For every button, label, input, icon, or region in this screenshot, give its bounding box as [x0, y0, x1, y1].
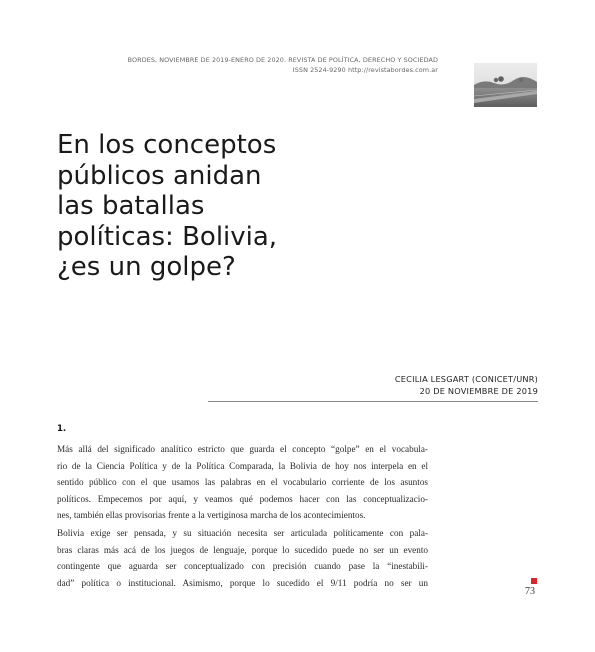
body-paragraph-1	[57, 441, 428, 524]
paragraph-line: Más allá del significado analítico estricto que guarda el concepto “golpe” en el vocabula-	[57, 444, 428, 454]
article-title-line: políticas: Bolivia,	[57, 221, 278, 252]
page-number: 73	[525, 586, 535, 597]
paragraph-line: dad” política o institucional. Asimismo, porque lo sucedido el 9/11 podría no ser un	[57, 577, 428, 588]
paragraph-line: Bolivia exige ser pensada, y su situación necesita ser articulada políticamente con pala-	[57, 528, 428, 538]
publication-date: 20 DE NOVIEMBRE DE 2019	[419, 385, 538, 396]
landscape-photo-icon	[474, 63, 537, 107]
body-paragraph-2	[57, 525, 428, 591]
article-title-line: ¿es un golpe?	[57, 252, 236, 282]
paragraph-line: bras claras más acá de los juegos de lenguaje, porque lo sucedido puede no ser un evento	[57, 544, 428, 555]
journal-header-line1: BORDES, NOVIEMBRE DE 2019-ENERO DE 2020. REVISTA DE POLÍTICA, DERECHO Y SOCIEDAD	[127, 56, 438, 64]
author-name: CECILIA LESGART (CONICET/UNR)	[394, 374, 538, 384]
article-title-line: las batallas	[57, 191, 205, 221]
article-title-line: públicos anidan	[57, 160, 262, 191]
header-landscape-image	[474, 63, 537, 107]
article-title-line: En los conceptos	[57, 130, 277, 160]
author-divider	[208, 401, 538, 402]
paragraph-line: nes, también ellas provisorias frente a la vertiginosa marcha de los acontecimientos.	[57, 510, 366, 521]
paragraph-line: sentido público con el que usamos las palabras en el vocabulario corriente de los asuntos	[57, 477, 428, 488]
page-marker	[531, 578, 537, 584]
article-title	[57, 130, 357, 283]
section-number: 1.	[57, 424, 67, 434]
paragraph-line: contingente que aguarda ser conceptualizado con precisión cuando pase la “inestabili-	[57, 561, 428, 572]
paragraph-line: rio de la Ciencia Política y de la Política Comparada, la Bolivia de hoy nos interpela en el	[57, 460, 428, 471]
author-block	[290, 374, 538, 397]
journal-header	[90, 55, 438, 75]
journal-header-line2: ISSN 2524-9290 http://revistabordes.com.ar	[292, 66, 438, 74]
paragraph-line: políticos. Empecemos por aquí, y veamos qué podemos hacer con las conceptualizacio-	[57, 493, 428, 504]
